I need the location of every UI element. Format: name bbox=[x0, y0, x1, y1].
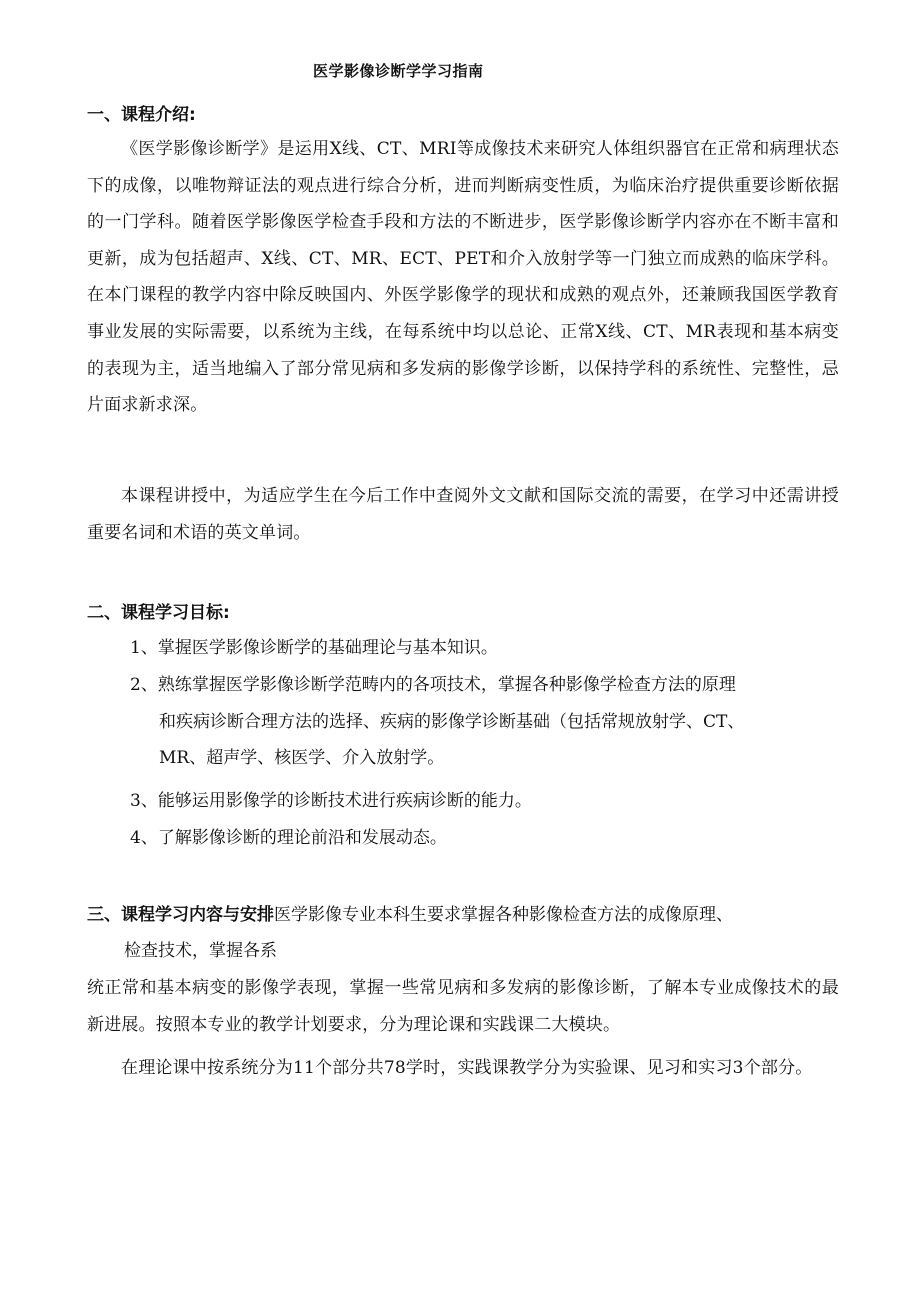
intro-paragraph-2: 本课程讲授中，为适应学生在今后工作中查阅外文文献和国际交流的需要，在学习中还需讲授重要名词和术语的英文单词。 bbox=[87, 486, 839, 543]
section-heading-content bbox=[87, 897, 733, 934]
goal-item-3 bbox=[130, 783, 830, 820]
goal-item-3-text: 3、能够运用影像学的诊断技术进行疾病诊断的能力。 bbox=[130, 791, 532, 811]
content-paragraph-1: 统正常和基本病变的影像学表现，掌握一些常见病和多发病的影像诊断，了解本专业成像技术的最新进展。按照本专业的教学计划要求，分为理论课和实践课二大模块。 bbox=[87, 978, 839, 1035]
goal-item-2-cont-2: MR、超声学、核医学、介入放射学。 bbox=[159, 748, 445, 769]
goal-item-1 bbox=[130, 630, 830, 667]
goal-item-2-cont-1: 和疾病诊断合理方法的选择、疾病的影像学诊断基础（包括常规放射学、CT、 bbox=[159, 711, 745, 732]
intro-paragraph-1: 《医学影像诊断学》是运用X线、CT、MRI等成像技术来研究人体组织器官在正常和病理状态下的成像，以唯物辩证法的观点进行综合分析，进而判断病变性质，为临床治疗提供重要诊断依据的一门学科。随着医学影像医学检查手段和方法的不断进步，医学影像诊断学内容亦在不断丰富和更新，成为包括超声、X线、CT、MR、ECT、PET和介入放射学等一门独立而成熟的临床学科。在本门课程的教学内容中除反映国内、外医学影像学的现状和成熟的观点外，还兼顾我国医学教育事业发展的实际需要，以系统为主线，在每系统中均以总论、正常X线、CT、MR表现和基本病变的表现为主，适当地编入了部分常见病和多发病的影像学诊断，以保持学科的系统性、完整性，忌片面求新求深。 bbox=[87, 139, 839, 416]
goal-item-4-text: 4、了解影像诊断的理论前沿和发展动态。 bbox=[130, 828, 447, 848]
section-content-line-2: 检查技术，掌握各系 bbox=[124, 941, 277, 961]
section-heading-intro: 一、课程介绍: bbox=[87, 105, 196, 125]
document-title: 医学影像诊断学学习指南 bbox=[313, 62, 484, 80]
goal-item-2-text: 2、熟练掌握医学影像诊断学范畴内的各项技术，掌握各种影像学检查方法的原理 bbox=[130, 675, 736, 695]
section-heading-content-title: 三、课程学习内容与安排 bbox=[87, 905, 274, 925]
goal-item-4 bbox=[130, 820, 830, 857]
section-heading-goals: 二、课程学习目标: bbox=[87, 603, 230, 623]
section-content-line-1: 医学影像专业本科生要求掌握各种影像检查方法的成像原理、 bbox=[274, 905, 733, 925]
content-paragraph-2: 在理论课中按系统分为11个部分共78学时，实践课教学分为实验课、见习和实习3个部分。 bbox=[121, 1058, 813, 1078]
goal-item-1-text: 1、掌握医学影像诊断学的基础理论与基本知识。 bbox=[130, 638, 498, 658]
goal-item-2 bbox=[130, 667, 830, 777]
